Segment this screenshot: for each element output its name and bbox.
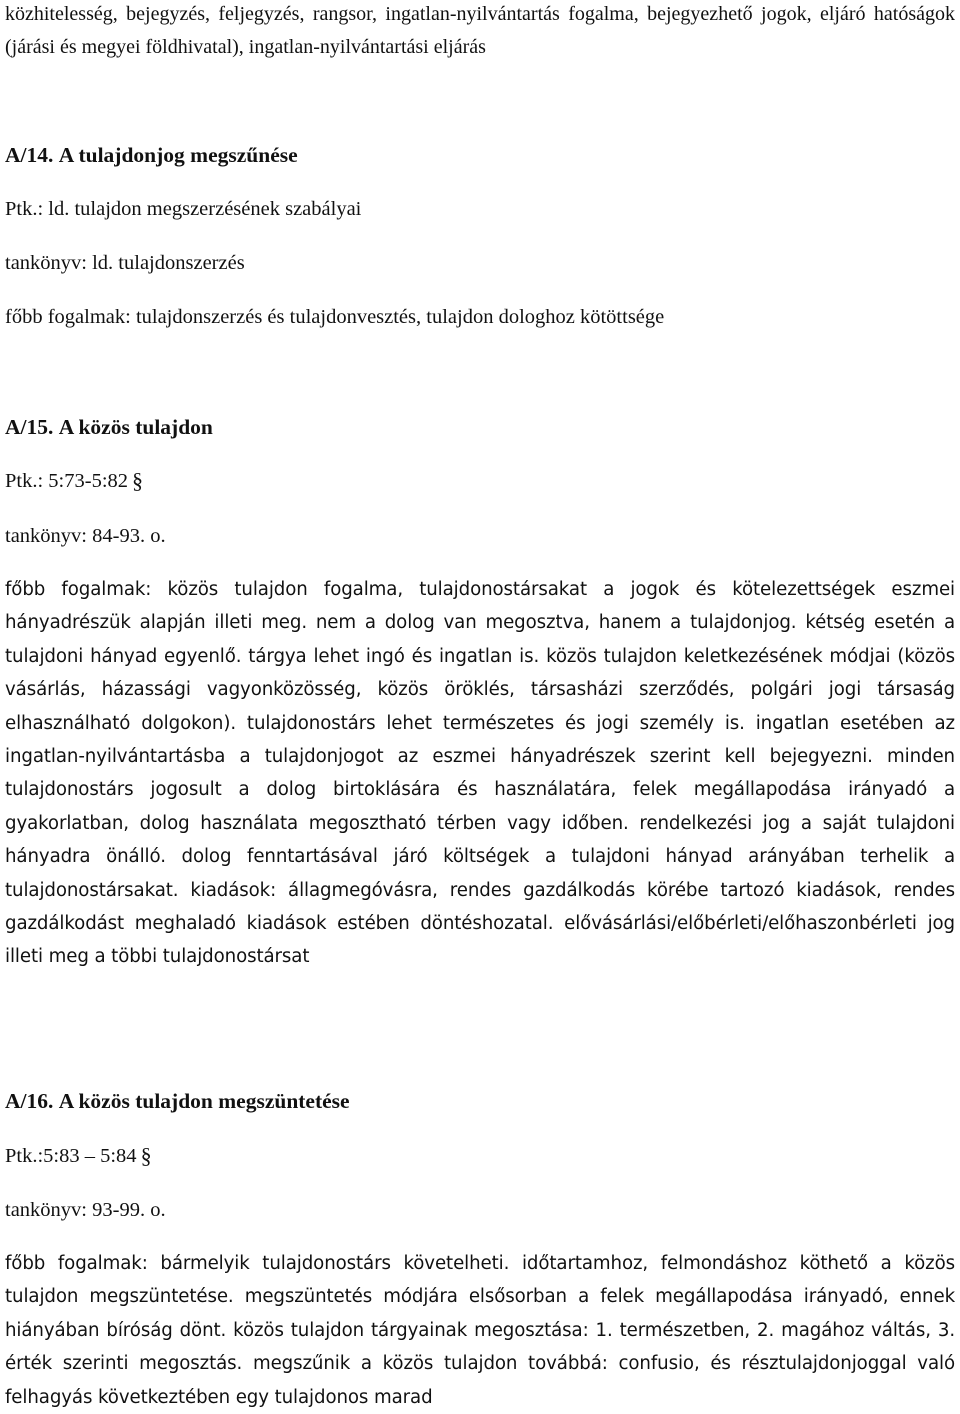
section-title: A tulajdonjog megszűnése [58, 143, 298, 167]
section-sign-glyph: § [132, 468, 144, 493]
section-number: A/14. [5, 143, 54, 167]
ptk-reference: Ptk.: ld. tulajdon megszerzésének szabályai [5, 198, 362, 220]
intro-paragraph: közhitelesség, bejegyzés, feljegyzés, rangsor, ingatlan-nyilvántartás fogalma, bejegyezhető jogok, eljáró hatóságok (járási és megyei földhivatal), ingatlan-nyilvántartási eljárás [5, 3, 955, 59]
ptk-text: Ptk.:5:83 – 5:84 [5, 1145, 137, 1167]
section-number: A/15. [5, 415, 54, 439]
fogalmak-line: főbb fogalmak: tulajdonszerzés és tulajdonvesztés, tulajdon dologhoz kötöttsége [5, 306, 665, 328]
section-title: A közös tulajdon [58, 415, 213, 439]
section-heading-a15 [5, 414, 955, 440]
section-heading-a16 [5, 1088, 955, 1114]
section-heading-a14 [5, 142, 955, 168]
fogalmak-paragraph: főbb fogalmak: bármelyik tulajdonostárs követelheti. időtartamhoz, felmondáshoz köthető a közös tulajdon megszüntetése. megszüntetés módjára elsősorban a felek megállapodása irányadó, ennek hiányában bíróság dönt. közös tulajdon tárgyainak megosztása: 1. természetben, 2. magához váltás, 3. érték szerinti megosztás. megszűnik a közös tulajdon továbbá: confusio, és résztulajdonjoggal való felhagyás következtében egy tulajdonos marad [5, 1253, 955, 1408]
tankonyv-reference: tankönyv: 84-93. o. [5, 525, 166, 547]
section-title: A közös tulajdon megszüntetése [58, 1089, 350, 1113]
section-number: A/16. [5, 1089, 54, 1113]
ptk-reference [5, 468, 955, 494]
section-sign-glyph: § [140, 1143, 152, 1168]
tankonyv-reference: tankönyv: ld. tulajdonszerzés [5, 252, 245, 274]
tankonyv-reference: tankönyv: 93-99. o. [5, 1199, 166, 1221]
ptk-text: Ptk.: 5:73-5:82 [5, 470, 129, 492]
ptk-reference [5, 1143, 955, 1169]
fogalmak-paragraph: főbb fogalmak: közös tulajdon fogalma, tulajdonostársakat a jogok és kötelezettségek eszmei hányadrészük alapján illeti meg. nem a dolog van megosztva, hanem a tulajdonjog. kétség esetén a tulajdoni hányad egyenlő. tárgya lehet ingó és ingatlan is. közös tulajdon keletkezésének módjai (közös vásárlás, házassági vagyonközösség, közös öröklés, társasházi szerződés, polgári jogi társaság elhasználható dolgokon). tulajdonostárs lehet természetes és jogi személy is. ingatlan esetében az ingatlan-nyilvántartásba a tulajdonjogot az eszmei hányadrészek szerint kell bejegyezni. minden tulajdonostárs jogosult a dolog birtoklására és használatára, felek megállapodása irányadó a gyakorlatban, dolog használata megosztható térben vagy időben. rendelkezési jog a saját tulajdoni hányadra önálló. dolog fenntartásával járó költségek a tulajdoni hányad arányában terhelik a tulajdonostársakat. kiadások: állagmegóvásra, rendes gazdálkodás körébe tartozó kiadások, rendes gazdálkodást meghaladó kiadások estében döntéshozatal. elővásárlási/előbérleti/előhaszonbérleti jog illeti meg a többi tulajdonostársat [5, 579, 955, 968]
